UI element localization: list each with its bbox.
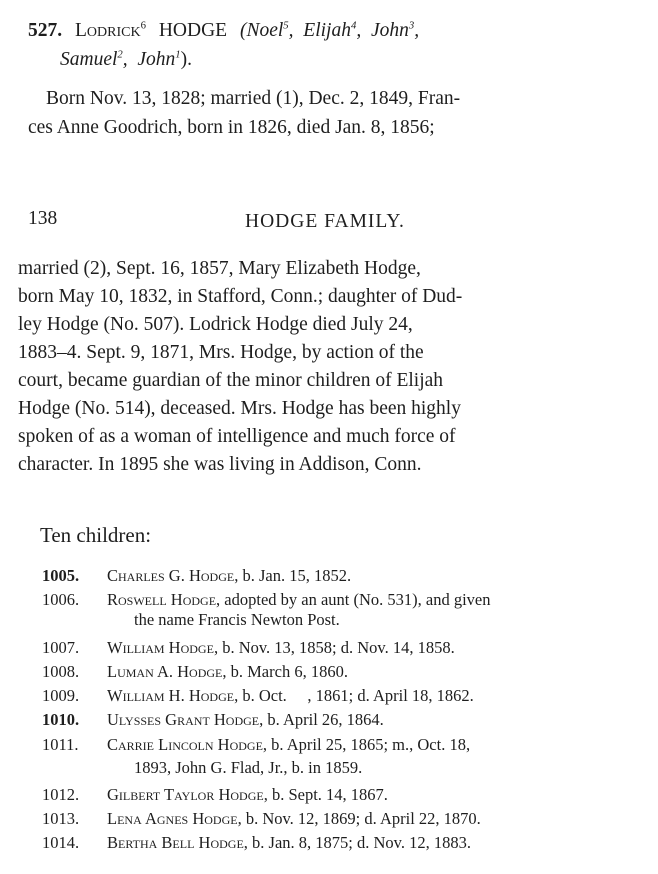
lineage-gen: 5: [283, 19, 289, 32]
entry-number: 527.: [28, 20, 63, 41]
child-continuation: the name Francis Newton Post.: [134, 610, 340, 629]
entry-heading: [28, 20, 419, 42]
body-line: born May 10, 1832, in Stafford, Conn.; daughter of Dud-: [18, 286, 463, 307]
entry-fragment: [0, 0, 658, 138]
entry-name: [75, 20, 146, 41]
child-number: 1012.: [42, 785, 80, 804]
lineage-name: Noel: [246, 20, 284, 41]
child-name: Luman A. Hodge: [107, 662, 223, 681]
child-text: [107, 710, 384, 730]
running-title: HODGE FAMILY.: [245, 211, 405, 232]
lineage-line-1: (Noel$^5$, Elijah$^4$, John$^3$,: [239, 19, 420, 41]
body-line: character. In 1895 she was living in Addison, Conn.: [18, 454, 422, 475]
child-name: Gilbert Taylor Hodge: [107, 785, 264, 804]
child-name: Charles G. Hodge: [107, 566, 235, 585]
child-details: , b. April 25, 1865; m., Oct. 18,: [262, 735, 471, 754]
child-text: [107, 638, 455, 658]
child-continuation: 1893, John G. Flad, Jr., b. in 1859.: [134, 758, 363, 777]
entry-text-line: Born Nov. 13, 1828; married (1), Dec. 2, 1849, Fran-: [46, 88, 461, 109]
lineage-gen: 4: [350, 19, 357, 32]
child-name: Lena Agnes Hodge: [107, 809, 238, 828]
child-name: Bertha Bell Hodge: [107, 833, 244, 852]
lineage-gen: 3: [408, 19, 415, 32]
child-text: [107, 785, 388, 805]
lineage-name: Elijah: [303, 20, 351, 41]
body-line: Hodge (No. 514), deceased. Mrs. Hodge has been highly: [18, 398, 461, 419]
child-number: 1006.: [42, 590, 80, 609]
children-heading: Ten children:: [40, 523, 152, 547]
child-details: , b. Jan. 15, 1852.: [234, 566, 352, 585]
child-details: , b. April 26, 1864.: [259, 710, 384, 729]
child-number: 1013.: [42, 809, 80, 828]
children-fragment: [0, 505, 658, 874]
child-text: [107, 662, 348, 682]
lineage-name: John: [137, 49, 176, 70]
entry-generation: 6: [140, 19, 146, 32]
child-number: 1014.: [42, 833, 80, 852]
lineage-name: John: [370, 20, 409, 41]
child-name: William Hodge: [107, 638, 214, 657]
child-name: Ulysses Grant Hodge: [107, 710, 260, 729]
entry-text-line: ces Anne Goodrich, born in 1826, died Jan. 8, 1856;: [28, 117, 435, 138]
page-fragment: [0, 188, 658, 498]
entry-first-name: Lodrick: [75, 20, 141, 41]
child-number: 1010.: [42, 710, 80, 729]
child-number: 1008.: [42, 662, 80, 681]
child-text: [107, 809, 481, 829]
child-name: Roswell Hodge: [107, 590, 217, 609]
body-line: married (2), Sept. 16, 1857, Mary Elizabeth Hodge,: [18, 258, 421, 279]
child-details: , adopted by an aunt (No. 531), and given: [216, 590, 491, 609]
body-line: spoken of as a woman of intelligence and much force of: [18, 426, 456, 447]
child-text: [107, 735, 470, 755]
child-number: 1011.: [42, 735, 79, 754]
entry-surname: HODGE: [158, 20, 228, 41]
lineage-line-2: Samuel$^2$, John$^1$).: [60, 48, 193, 70]
child-number: 1009.: [42, 686, 80, 705]
child-details: , b. Sept. 14, 1867.: [263, 785, 388, 804]
child-text: [107, 686, 474, 706]
body-line: 1883–4. Sept. 9, 1871, Mrs. Hodge, by action of the: [18, 342, 424, 363]
child-number: 1007.: [42, 638, 80, 657]
body-line: court, became guardian of the minor children of Elijah: [18, 370, 444, 391]
child-details: , b. Nov. 12, 1869; d. April 22, 1870.: [237, 809, 481, 828]
lineage-gen: 2: [117, 48, 123, 61]
child-text: [107, 833, 471, 853]
page-number: 138: [28, 208, 58, 229]
lineage-name: Samuel: [60, 49, 118, 70]
child-text: [107, 590, 491, 610]
child-name: William H. Hodge: [107, 686, 235, 705]
child-name: Carrie Lincoln Hodge: [107, 735, 263, 754]
child-details: , b. March 6, 1860.: [222, 662, 348, 681]
child-details: , b. Nov. 13, 1858; d. Nov. 14, 1858.: [213, 638, 455, 657]
child-details: , b. Jan. 8, 1875; d. Nov. 12, 1883.: [243, 833, 471, 852]
child-text: [107, 566, 351, 586]
child-number: 1005.: [42, 566, 80, 585]
child-details: , b. Oct. , 1861; d. April 18, 1862.: [234, 686, 474, 705]
body-line: ley Hodge (No. 507). Lodrick Hodge died July 24,: [18, 314, 413, 335]
lineage-gen: 1: [175, 48, 181, 61]
